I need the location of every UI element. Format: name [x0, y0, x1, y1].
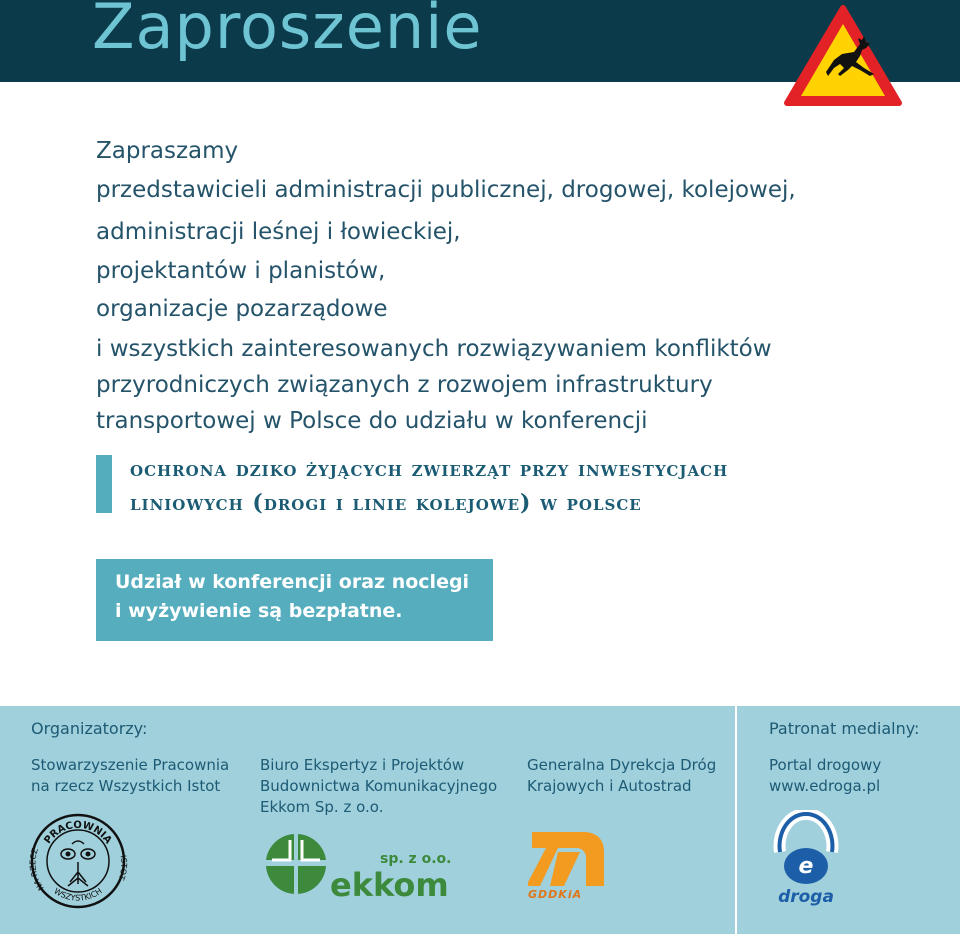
intro-line: transportowej w Polsce do udziału w konferencji — [96, 408, 648, 434]
intro-line: przyrodniczych związanych z rozwojem infrastruktury — [96, 372, 713, 398]
svg-text:NA RZECZ: NA RZECZ — [28, 847, 46, 893]
info-line: Udział w konferencji oraz noclegi — [115, 571, 470, 593]
deer-warning-sign-icon — [782, 2, 904, 108]
organizer-pracownia — [31, 755, 229, 797]
footer-divider — [735, 706, 737, 934]
svg-text:e: e — [798, 854, 814, 879]
media-patron-edroga — [769, 755, 881, 797]
svg-text:ekkom: ekkom — [330, 866, 449, 900]
media-patron-label: Patronat medialny: — [769, 719, 920, 738]
media-url[interactable]: www.edroga.pl — [769, 777, 881, 795]
page-title: Zaproszenie — [92, 0, 483, 63]
free-participation-box — [96, 559, 493, 641]
edroga-logo — [770, 810, 842, 906]
ekkom-logo — [262, 830, 452, 900]
organizer-name-line: Krajowych i Autostrad — [527, 777, 692, 795]
intro-line: Zapraszamy — [96, 138, 239, 164]
organizer-name-line: Ekkom Sp. z o.o. — [260, 798, 384, 816]
gddkia-logo — [528, 828, 608, 900]
media-name-line: Portal drogowy — [769, 756, 882, 774]
organizer-name-line: Biuro Ekspertyz i Projektów — [260, 756, 465, 774]
organizer-gddkia — [527, 755, 716, 797]
intro-line: przedstawicieli administracji publicznej, drogowej, kolejowej, — [96, 177, 796, 203]
organizer-name-line: Generalna Dyrekcja Dróg — [527, 756, 717, 774]
svg-text:sp. z o.o.: sp. z o.o. — [380, 851, 452, 867]
organizer-ekkom — [260, 755, 497, 818]
intro-line: organizacje pozarządowe — [96, 296, 388, 322]
conference-title-line: liniowych (drogi i linie kolejowe) w polsce — [130, 490, 642, 516]
organizers-label: Organizatorzy: — [31, 719, 148, 738]
svg-text:WSZYSTKICH: WSZYSTKICH — [52, 886, 104, 903]
organizer-name-line: Stowarzyszenie Pracownia — [31, 756, 230, 774]
conference-title-line: ochrona dziko żyjących zwierząt przy inwestycjach — [130, 456, 729, 482]
pracownia-logo — [28, 812, 128, 910]
intro-line: i wszystkich zainteresowanych rozwiązywaniem konfliktów — [96, 336, 772, 362]
organizer-name-line: na rzecz Wszystkich Istot — [31, 777, 221, 795]
svg-text:droga: droga — [778, 887, 834, 906]
svg-text:PRACOWNIA: PRACOWNIA — [42, 819, 114, 847]
conference-title — [130, 452, 930, 520]
info-line: i wyżywienie są bezpłatne. — [115, 600, 403, 622]
organizer-name-line: Budownictwa Komunikacyjnego — [260, 777, 498, 795]
svg-text:GDDKiA: GDDKiA — [528, 888, 583, 900]
intro-line: projektantów i planistów, — [96, 258, 386, 284]
conference-accent-bar — [96, 455, 112, 513]
svg-text:ISTOT: ISTOT — [116, 854, 128, 882]
intro-line: administracji leśnej i łowieckiej, — [96, 219, 461, 245]
